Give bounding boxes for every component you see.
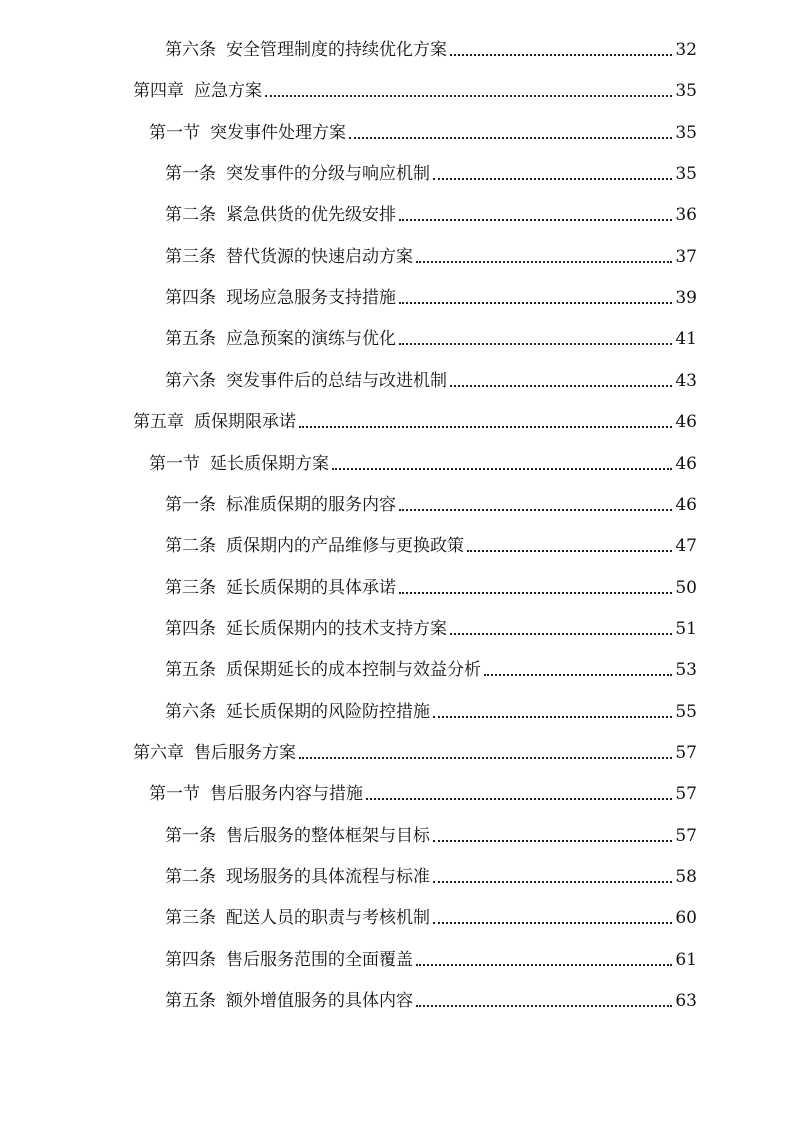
toc-dot-leader (484, 674, 672, 676)
toc-entry-number: 第四条 (165, 949, 216, 970)
toc-entry-title: 售后服务范围的全面覆盖 (226, 949, 413, 970)
toc-entry-page-number: 57 (675, 784, 697, 805)
toc-entry[interactable] (165, 948, 697, 972)
toc-entry-title: 售后服务内容与措施 (210, 784, 363, 805)
toc-entry-title: 延长质保期的具体承诺 (226, 577, 396, 598)
toc-entry-title: 配送人员的职责与考核机制 (226, 908, 430, 929)
toc-entry[interactable] (165, 327, 697, 351)
toc-dot-leader (433, 881, 672, 883)
toc-dot-leader (265, 95, 672, 97)
toc-entry-title: 应急方案 (194, 81, 262, 102)
toc-entry-page-number: 36 (675, 205, 697, 226)
toc-entry-number: 第一条 (165, 825, 216, 846)
toc-entry-number: 第四章 (133, 81, 184, 102)
toc-entry-number: 第五条 (165, 329, 216, 350)
toc-entry[interactable] (165, 493, 697, 517)
toc-entry-page-number: 53 (675, 660, 697, 681)
toc-entry-page-number: 58 (675, 867, 697, 887)
toc-entry-title: 突发事件后的总结与改进机制 (226, 370, 447, 391)
toc-entry-title: 标准质保期的服务内容 (226, 494, 396, 515)
toc-entry-page-number: 43 (675, 370, 697, 391)
toc-entry-page-number: 39 (675, 288, 697, 309)
toc-entry[interactable] (165, 617, 697, 641)
toc-entry-number: 第四条 (165, 618, 216, 639)
toc-dot-leader (433, 716, 672, 718)
toc-entry-title: 质保期延长的成本控制与效益分析 (226, 660, 481, 681)
toc-dot-leader (399, 592, 672, 594)
toc-entry-number: 第三条 (165, 908, 216, 929)
toc-dot-leader (299, 757, 672, 759)
toc-entry-page-number: 63 (675, 991, 697, 1012)
toc-entry-number: 第六条 (165, 40, 216, 60)
toc-dot-leader (433, 922, 672, 924)
toc-dot-leader (450, 385, 672, 387)
toc-dot-leader (399, 343, 672, 345)
toc-entry[interactable] (165, 658, 697, 682)
toc-entry[interactable] (133, 79, 697, 103)
toc-entry-title: 延长质保期方案 (210, 453, 329, 474)
toc-entry-number: 第二条 (165, 867, 216, 887)
toc-entry-title: 质保期限承诺 (194, 412, 296, 433)
toc-entry-page-number: 46 (675, 412, 697, 433)
toc-entry[interactable] (133, 741, 697, 765)
toc-dot-leader (349, 137, 672, 139)
toc-dot-leader (332, 468, 672, 470)
toc-entry-page-number: 51 (675, 618, 697, 639)
toc-entry-title: 额外增值服务的具体内容 (226, 991, 413, 1012)
toc-dot-leader (399, 302, 672, 304)
toc-dot-leader (399, 219, 672, 221)
toc-entry-title: 延长质保期内的技术支持方案 (226, 618, 447, 639)
toc-entry-page-number: 50 (675, 577, 697, 598)
toc-entry[interactable] (165, 203, 697, 227)
toc-entry-title: 延长质保期的风险防控措施 (226, 701, 430, 722)
toc-entry[interactable] (149, 452, 697, 476)
toc-entry-page-number: 47 (675, 536, 697, 557)
toc-entry[interactable] (165, 576, 697, 600)
toc-entry-number: 第四条 (165, 288, 216, 309)
toc-dot-leader (366, 798, 672, 800)
toc-entry-page-number: 55 (675, 701, 697, 722)
toc-entry[interactable] (165, 245, 697, 269)
toc-dot-leader (416, 261, 672, 263)
toc-dot-leader (416, 964, 672, 966)
toc-entry[interactable] (165, 906, 697, 930)
toc-dot-leader (433, 178, 672, 180)
toc-entry-page-number: 41 (675, 329, 697, 350)
toc-entry-title: 替代货源的快速启动方案 (226, 246, 413, 267)
toc-entry-title: 现场应急服务支持措施 (226, 288, 396, 309)
toc-entry-page-number: 57 (675, 742, 697, 763)
toc-entry-number: 第三条 (165, 246, 216, 267)
toc-entry-page-number: 37 (675, 246, 697, 267)
toc-dot-leader (399, 509, 672, 511)
toc-entry-page-number: 57 (675, 825, 697, 846)
toc-entry-number: 第一条 (165, 164, 216, 185)
toc-entry-title: 售后服务方案 (194, 742, 296, 763)
toc-entry[interactable] (133, 410, 697, 434)
toc-entry-title: 突发事件的分级与响应机制 (226, 164, 430, 185)
toc-entry-number: 第五条 (165, 991, 216, 1012)
toc-dot-leader (450, 633, 672, 635)
toc-entry-page-number: 61 (675, 949, 697, 970)
toc-entry-number: 第五章 (133, 412, 184, 433)
toc-entry-number: 第六条 (165, 701, 216, 722)
toc-entry-number: 第五条 (165, 660, 216, 681)
toc-entry-title: 现场服务的具体流程与标准 (226, 867, 430, 887)
toc-entry[interactable] (149, 121, 697, 145)
toc-entry[interactable] (165, 989, 697, 1013)
toc-entry-number: 第六章 (133, 742, 184, 763)
toc-entry-title: 紧急供货的优先级安排 (226, 205, 396, 226)
toc-entry[interactable] (165, 369, 697, 393)
toc-dot-leader (416, 1005, 672, 1007)
toc-entry-number: 第二条 (165, 205, 216, 226)
toc-dot-leader (467, 550, 672, 552)
toc-entry-page-number: 60 (675, 908, 697, 929)
toc-entry[interactable] (165, 162, 697, 186)
toc-entry-title: 应急预案的演练与优化 (226, 329, 396, 350)
toc-entry[interactable] (165, 534, 697, 558)
toc-entry-title: 安全管理制度的持续优化方案 (226, 40, 447, 60)
toc-dot-leader (450, 54, 672, 56)
toc-entry-number: 第一节 (149, 784, 200, 805)
toc-entry[interactable] (165, 700, 697, 724)
toc-entry-title: 质保期内的产品维修与更换政策 (226, 536, 464, 557)
toc-entry-number: 第一节 (149, 122, 200, 143)
toc-entry[interactable] (165, 38, 697, 62)
toc-entry-number: 第一条 (165, 494, 216, 515)
toc-entry[interactable] (149, 782, 697, 806)
toc-entry-page-number: 32 (675, 40, 697, 60)
toc-entry[interactable] (165, 286, 697, 310)
toc-dot-leader (433, 840, 672, 842)
toc-entry[interactable] (165, 865, 697, 889)
toc-entry-page-number: 35 (675, 122, 697, 143)
toc-entry-number: 第三条 (165, 577, 216, 598)
toc-entry-page-number: 35 (675, 81, 697, 102)
toc-entry-title: 售后服务的整体框架与目标 (226, 825, 430, 846)
toc-entry-title: 突发事件处理方案 (210, 122, 346, 143)
toc-entry-number: 第一节 (149, 453, 200, 474)
toc-entry-number: 第六条 (165, 370, 216, 391)
toc-dot-leader (299, 426, 672, 428)
toc-entry-number: 第二条 (165, 536, 216, 557)
toc-entry-page-number: 35 (675, 164, 697, 185)
toc-entry-page-number: 46 (675, 494, 697, 515)
toc-entry[interactable] (165, 824, 697, 848)
toc-entry-page-number: 46 (675, 453, 697, 474)
